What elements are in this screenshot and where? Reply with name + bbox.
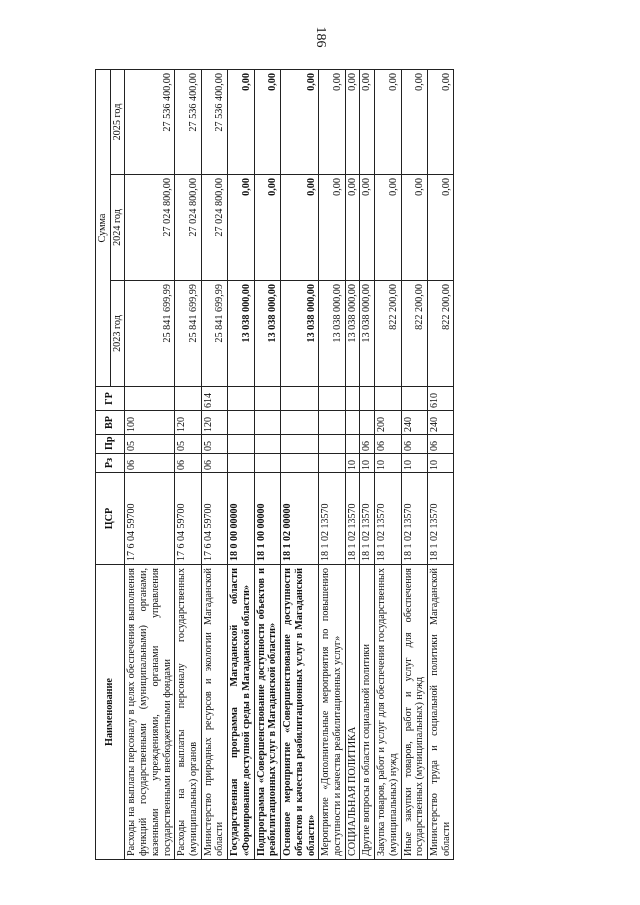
table-cell-csr: 18 1 02 13570 <box>427 473 453 565</box>
table-cell-rz: 10 <box>360 454 375 473</box>
table-cell-vr: 240 <box>427 411 453 435</box>
table-cell-pr: 05 <box>125 435 175 454</box>
table-cell-gr <box>175 387 201 411</box>
table-cell-2025: 0,00 <box>401 70 427 175</box>
table-cell-rz <box>281 454 319 473</box>
table-cell-2023: 25 841 699,99 <box>175 281 201 387</box>
table-cell-2024: 0,00 <box>375 175 401 281</box>
table-row <box>254 70 280 860</box>
header-2024: 2024 год <box>110 175 125 281</box>
table-cell-name: Закупка товаров, работ и услуг для обеспечения государственных (муниципальных) нужд <box>375 565 401 860</box>
header-2023: 2023 год <box>110 281 125 387</box>
table-cell-name: Расходы на выплаты персоналу государственных (муниципальных) органов <box>175 565 201 860</box>
table-cell-vr <box>319 411 345 435</box>
table-cell-gr: 610 <box>427 387 453 411</box>
table-cell-vr: 120 <box>201 411 227 435</box>
header-2025: 2025 год <box>110 70 125 175</box>
table-cell-csr: 18 1 02 13570 <box>401 473 427 565</box>
table-cell-gr <box>401 387 427 411</box>
table-cell-2024: 27 024 800,00 <box>201 175 227 281</box>
table-cell-gr <box>125 387 175 411</box>
table-cell-pr <box>345 435 360 454</box>
table-cell-vr: 100 <box>125 411 175 435</box>
table-row <box>319 70 345 860</box>
table-cell-2024: 0,00 <box>345 175 360 281</box>
table-cell-2023: 13 038 000,00 <box>319 281 345 387</box>
table-cell-pr <box>281 435 319 454</box>
table-cell-2025: 0,00 <box>375 70 401 175</box>
table-cell-gr <box>319 387 345 411</box>
header-gr: ГР <box>96 387 125 411</box>
table-cell-rz: 10 <box>345 454 360 473</box>
table-cell-pr <box>254 435 280 454</box>
table-cell-csr: 18 1 02 13570 <box>375 473 401 565</box>
table-row <box>228 70 254 860</box>
table-row <box>375 70 401 860</box>
table-cell-rz: 10 <box>427 454 453 473</box>
table-row <box>427 70 453 860</box>
table-cell-rz: 10 <box>401 454 427 473</box>
table-cell-name: Государственная программа Магаданской области «Формирование доступной среды в Магаданской области» <box>228 565 254 860</box>
table-cell-2024: 0,00 <box>228 175 254 281</box>
page-number: 186 <box>313 26 328 48</box>
table-cell-csr: 18 1 02 00000 <box>281 473 319 565</box>
table-cell-vr <box>254 411 280 435</box>
table-cell-pr: 05 <box>201 435 227 454</box>
budget-table <box>95 69 454 860</box>
table-cell-pr: 06 <box>375 435 401 454</box>
table-cell-2025: 0,00 <box>345 70 360 175</box>
table-cell-csr: 18 0 00 00000 <box>228 473 254 565</box>
table-cell-rz: 10 <box>375 454 401 473</box>
table-cell-csr: 17 6 04 59700 <box>175 473 201 565</box>
table-cell-2025: 0,00 <box>281 70 319 175</box>
table-cell-2023: 13 038 000,00 <box>228 281 254 387</box>
table-cell-rz <box>254 454 280 473</box>
table-cell-vr <box>345 411 360 435</box>
table-cell-vr <box>360 411 375 435</box>
table-cell-gr <box>254 387 280 411</box>
table-cell-rz <box>228 454 254 473</box>
table-cell-name: Основное мероприятие «Совершенствование доступности объектов и качества реабилитационных услуг в Магаданской области» <box>281 565 319 860</box>
table-cell-csr: 18 1 02 13570 <box>360 473 375 565</box>
table-cell-gr <box>228 387 254 411</box>
table-cell-2025: 27 536 400,00 <box>201 70 227 175</box>
table-cell-vr: 120 <box>175 411 201 435</box>
table-cell-2025: 0,00 <box>427 70 453 175</box>
table-cell-2023: 13 038 000,00 <box>254 281 280 387</box>
table-cell-name: Министерство труда и социальной политики Магаданской области <box>427 565 453 860</box>
table-cell-2025: 0,00 <box>319 70 345 175</box>
table-cell-csr: 18 1 00 00000 <box>254 473 280 565</box>
table-cell-pr: 05 <box>175 435 201 454</box>
table-row <box>175 70 201 860</box>
table-cell-gr: 614 <box>201 387 227 411</box>
header-vr: ВР <box>96 411 125 435</box>
table-cell-2024: 0,00 <box>427 175 453 281</box>
table-cell-rz: 06 <box>201 454 227 473</box>
table-cell-2025: 27 536 400,00 <box>125 70 175 175</box>
table-cell-2025: 0,00 <box>360 70 375 175</box>
table-cell-csr: 17 6 04 59700 <box>125 473 175 565</box>
table-cell-2024: 0,00 <box>360 175 375 281</box>
budget-table-rotated <box>95 70 635 860</box>
table-cell-2025: 27 536 400,00 <box>175 70 201 175</box>
table-cell-name: Подпрограмма «Совершенствование доступности объектов и реабилитационных услуг в Магаданской области» <box>254 565 280 860</box>
table-cell-2024: 0,00 <box>254 175 280 281</box>
header-name: Наименование <box>96 565 125 860</box>
table-cell-2023: 822 200,00 <box>401 281 427 387</box>
table-cell-csr: 17 6 04 59700 <box>201 473 227 565</box>
table-cell-name: Другие вопросы в области социальной политики <box>360 565 375 860</box>
table-cell-gr <box>375 387 401 411</box>
table-cell-name: Иные закупки товаров, работ и услуг для обеспечения государственных (муниципальных) нужд <box>401 565 427 860</box>
table-cell-2024: 0,00 <box>281 175 319 281</box>
table-cell-gr <box>360 387 375 411</box>
table-cell-csr: 18 1 02 13570 <box>345 473 360 565</box>
table-cell-name: Мероприятие «Дополнительные мероприятия по повышению доступности и качества реабилитационных услуг» <box>319 565 345 860</box>
table-row <box>201 70 227 860</box>
table-cell-2023: 822 200,00 <box>427 281 453 387</box>
header-sum: Сумма <box>96 70 111 387</box>
table-cell-rz <box>319 454 345 473</box>
table-cell-2025: 0,00 <box>228 70 254 175</box>
table-cell-2024: 27 024 800,00 <box>175 175 201 281</box>
table-cell-gr <box>345 387 360 411</box>
table-cell-name: Министерство природных ресурсов и экологии Магаданской области <box>201 565 227 860</box>
table-row <box>125 70 175 860</box>
table-cell-name: СОЦИАЛЬНАЯ ПОЛИТИКА <box>345 565 360 860</box>
table-cell-vr: 200 <box>375 411 401 435</box>
table-row <box>345 70 360 860</box>
table-cell-vr <box>228 411 254 435</box>
table-cell-2024: 0,00 <box>319 175 345 281</box>
table-cell-pr <box>319 435 345 454</box>
table-cell-rz: 06 <box>125 454 175 473</box>
table-row <box>360 70 375 860</box>
table-cell-pr: 06 <box>427 435 453 454</box>
table-row <box>401 70 427 860</box>
table-cell-2024: 0,00 <box>401 175 427 281</box>
table-cell-2023: 13 038 000,00 <box>360 281 375 387</box>
table-row <box>281 70 319 860</box>
table-cell-2023: 13 038 000,00 <box>281 281 319 387</box>
table-cell-name: Расходы на выплаты персоналу в целях обеспечения выполнения функций государственными (муниципальными) органами, казенными учреждениями, органами управления государственными внебюджетными фондами <box>125 565 175 860</box>
table-cell-2023: 13 038 000,00 <box>345 281 360 387</box>
table-cell-2025: 0,00 <box>254 70 280 175</box>
header-pr: Пр <box>96 435 125 454</box>
table-cell-2023: 25 841 699,99 <box>201 281 227 387</box>
table-cell-2024: 27 024 800,00 <box>125 175 175 281</box>
table-cell-rz: 06 <box>175 454 201 473</box>
header-csr: ЦСР <box>96 473 125 565</box>
table-cell-gr <box>281 387 319 411</box>
header-rz: Рз <box>96 454 125 473</box>
table-cell-2023: 25 841 699,99 <box>125 281 175 387</box>
table-cell-pr <box>228 435 254 454</box>
table-cell-csr: 18 1 02 13570 <box>319 473 345 565</box>
table-cell-2023: 822 200,00 <box>375 281 401 387</box>
table-cell-vr: 240 <box>401 411 427 435</box>
table-cell-vr <box>281 411 319 435</box>
table-cell-pr: 06 <box>401 435 427 454</box>
table-cell-pr: 06 <box>360 435 375 454</box>
